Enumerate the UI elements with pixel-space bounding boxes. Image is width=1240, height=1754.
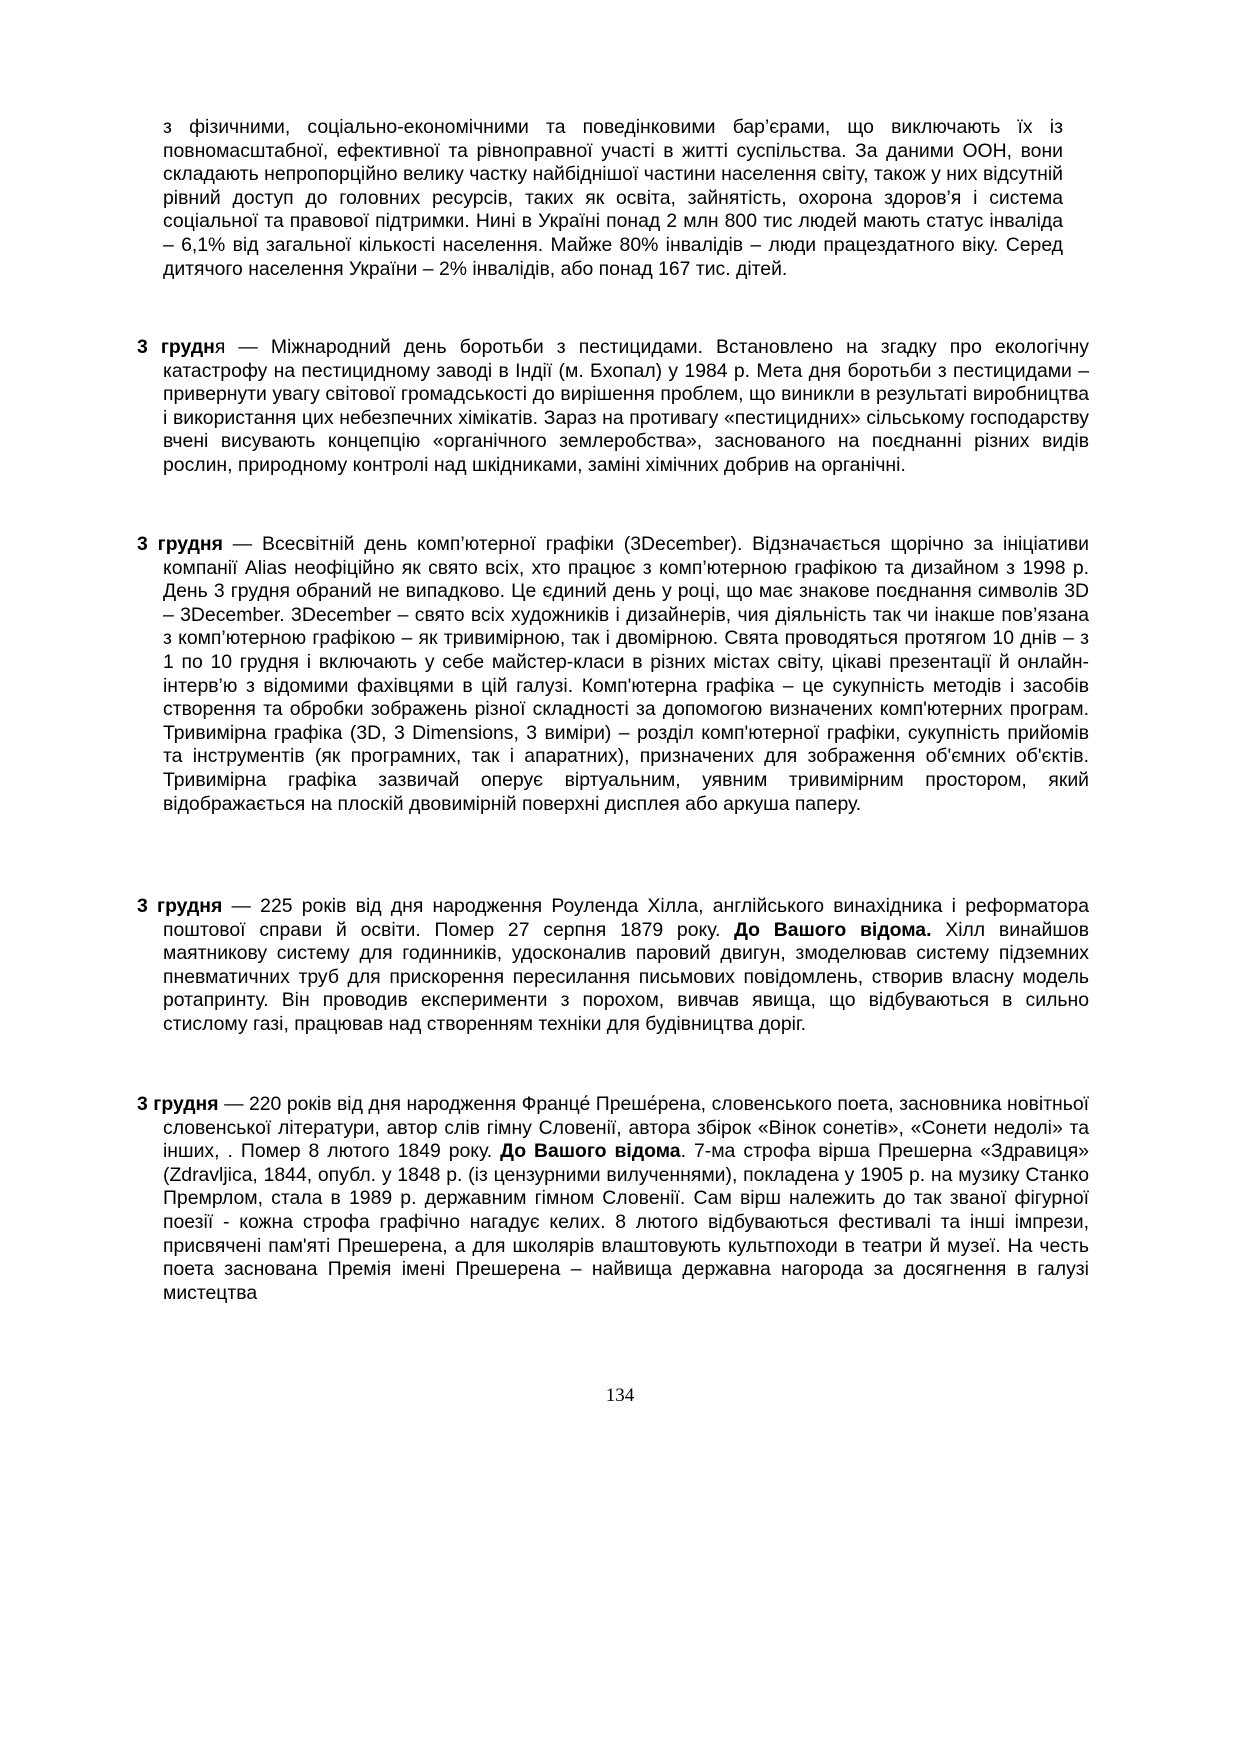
entry-computer-graphics-day xyxy=(137,533,1089,816)
entry-france-preseren xyxy=(137,1093,1089,1305)
page-number: 134 xyxy=(605,1385,635,1406)
entry-text: — 225 років від дня народження Роуленда Хілла, англійського винахідника і реформатора поштової справи й освіти. Помер 27 серпня 1879 року. xyxy=(163,895,1089,941)
entry-date: 3 грудня xyxy=(137,1093,219,1115)
entry-text-continued: Хілл винайшов маятникову систему для годинників, удосконалив паровий двигун, змоделював систему підземних пневматичних труб для прискорення пересилання письмових повідомлень, створив власну модель ротапринту. Він проводив експерименти з порохом, вивчав явища, що відбуваються в сильно стислому газі, працював над створенням техніки для будівництва доріг. xyxy=(163,918,1089,1035)
entry-text: — 220 років від дня народження Франце́ Преше́рена, словенського поета, засновника новітньої словенської літератури, автор слів гімну Словенії, автора збірок «Вінок сонетів», «Сонети недолі» та інших, . Помер 8 лютого 1849 року. xyxy=(163,1093,1089,1163)
entry-date: 3 грудн xyxy=(137,336,215,358)
did-you-know-label: До Вашого відома xyxy=(500,1140,681,1163)
entry-text: — Міжнародний день боротьби з пестицидами. Встановлено на згадку про екологічну катастрофу на пестицидному заводі в Індії (м. Бхопал) у 1984 р. Мета дня боротьби з пестицидами – привернути увагу світової громадськості до вирішення проблем, що виникли в результаті виробництва і використання цих небезпечних хімікатів. Зараз на противагу «пестицидних» сільському господарству вчені висувають концепцію «органічного землеробства», заснованого на поєднанні різних видів рослин, природному контролі над шкідниками, заміні хімічних добрив на органічні. xyxy=(163,336,1089,476)
entry-text: — Всесвітній день комп’ютерної графіки (3December). Відзначається щорічно за ініціативи компанії Alias неофіційно як свято всіх, хто працює з комп’ютерною графікою та дизайном з 1998 р. День 3 грудня обраний не випадково. Це єдиний день у році, що має знакове поєднання символів 3D – 3December. 3December – свято всіх художників і дизайнерів, чия діяльність так чи інакше пов’язана з комп’ютерною графікою – як тривимірною, так і двомірною. Свята проводяться протягом 10 днів – з 1 по 10 грудня і включають у себе майстер-класи в різних містах світу, цікаві презентації й онлайн-інтерв’ю з відомими фахівцями в цій галузі. Комп'ютерна графіка – це сукупність методів і засобів створення та обробки зображень різної складності за допомогою визначених комп'ютерних програм. Тривимірна графіка (3D, 3 Dimensions, 3 виміри) – розділ комп'ютерної графіки, сукупність прийомів та інструментів (як програмних, так і апаратних), призначених для зображення об'ємних об'єктів. Тривимірна графіка зазвичай оперує віртуальним, уявним тривимірним простором, який відображається на плоскій двовимірній поверхні дисплея або аркуша паперу. xyxy=(163,533,1089,815)
did-you-know-label: До Вашого відома. xyxy=(734,918,932,941)
entry-pesticides-day xyxy=(137,336,1089,478)
entry-text-continued: . 7-ма строфа вірша Прешерна «Здравиця» (Zdravljica, 1844, опубл. у 1848 р. (із цензурними вилученнями), покладена у 1905 р. на музику Станко Премрлом, стала в 1989 р. державним гімном Словенії. Сам вірш належить до так званої фігурної поезії - кожна строфа графічно нагадує келих. 8 лютого відбуваються фестивалі та інші імпрези, присвячені пам'яті Прешерена, а для школярів влаштовують культпоходи в театри й музеї. На честь поета заснована Премія імені Прешерена – найвища державна нагорода за досягнення в галузі мистецтва xyxy=(163,1140,1089,1304)
intro-paragraph: з фізичними, соціально-економічними та поведінковими бар’єрами, що виключають їх із повномасштабної, ефективної та рівноправної участі в житті суспільства. За даними ООН, вони складають непропорційно велику частку найбіднішої частини населення світу, також у них відсутній рівний доступ до головних ресурсів, таких як освіта, зайнятість, охорона здоров’я і система соціальної та правової підтримки. Нині в Україні понад 2 млн 800 тис людей мають статус інваліда – 6,1% від загальної кількості населення. Майже 80% інвалідів – люди працездатного віку. Серед дитячого населення України – 2% інвалідів, або понад 167 тис. дітей. xyxy=(163,116,1063,280)
entry-rowland-hill xyxy=(137,895,1089,1037)
entry-date-suffix: я xyxy=(214,336,226,358)
entry-date: 3 грудня xyxy=(137,895,223,917)
entry-date: 3 грудня xyxy=(137,533,223,555)
